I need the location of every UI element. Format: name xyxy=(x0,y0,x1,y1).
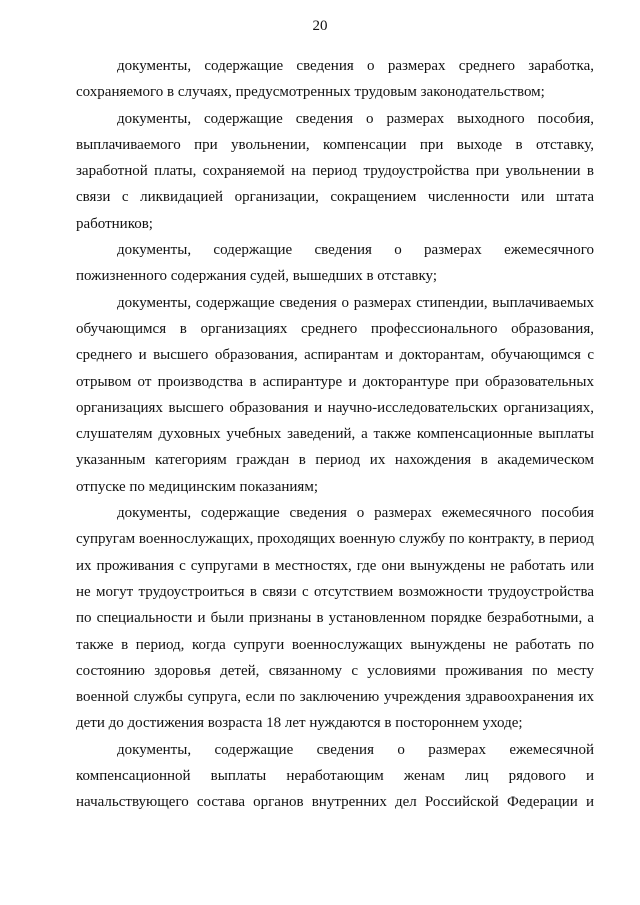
paragraph-military-spouse-allowance: документы, содержащие сведения о размерах ежемесячного пособия супругам военнослужащих, проходящих военную службу по контракту, в период их проживания с супругами в местностях, где они вынуждены не работать или не могут трудоустроиться в связи с отсутствием возможности трудоустройства по специальности и были признаны в установленном порядке безработными, а также в период, когда супруги военнослужащих вынуждены не работать по состоянию здоровья детей, связанному с условиями проживания по месту военной службы супруга, если по заключению учреждения здравоохранения их дети до достижения возраста 18 лет нуждаются в постороннем уходе; xyxy=(76,505,594,732)
paragraph-severance-pay: документы, содержащие сведения о размерах выходного пособия, выплачиваемого при увольнении, компенсации при выходе в отставку, заработной платы, сохраняемой на период трудоустройства при увольнении в связи с ликвидацией организации, сокращением численности или штата работников; xyxy=(76,110,594,232)
document-body xyxy=(76,53,594,816)
paragraph-judges-allowance: документы, содержащие сведения о размерах ежемесячного пожизненного содержания судей, вышедших в отставку; xyxy=(76,242,594,285)
page-number: 20 xyxy=(312,18,328,34)
paragraph-police-wives-compensation: документы, содержащие сведения о размерах ежемесячной компенсационной выплаты неработающим женам лиц рядового и начальствующего состава органов внутренних дел Российской Федерации и xyxy=(76,741,594,811)
paragraph-stipends: документы, содержащие сведения о размерах стипендии, выплачиваемых обучающимся в организациях среднего профессионального образования, среднего и высшего образования, аспирантам и докторантам, обучающимся с отрывом от производства в аспирантуре и докторантуре при образовательных организациях высшего образования и научно-исследовательских организациях, слушателям духовных учебных заведений, а также компенсационные выплаты указанным категориям граждан в период их нахождения в академическом отпуске по медицинским показаниям; xyxy=(76,294,594,495)
paragraph-average-earnings: документы, содержащие сведения о размерах среднего заработка, сохраняемого в случаях, предусмотренных трудовым законодательством; xyxy=(76,58,594,101)
